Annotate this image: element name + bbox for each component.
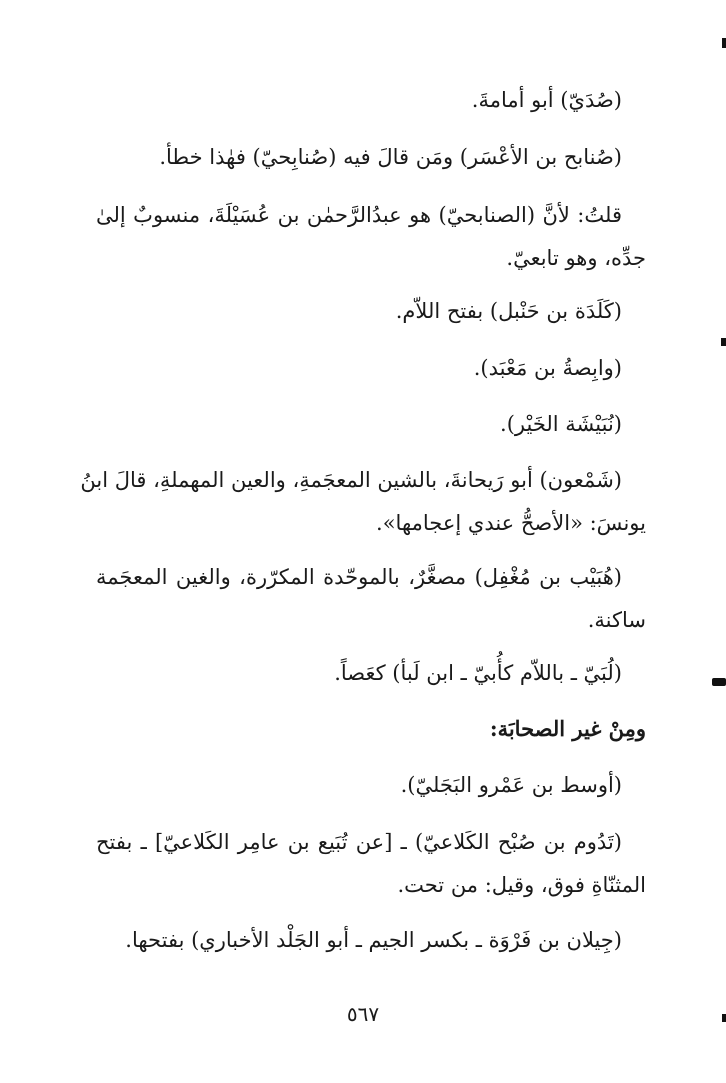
margin-mark	[722, 1014, 726, 1022]
margin-mark	[721, 338, 726, 346]
text-line: (هُبَيْب بن مُغْفِل) مصغَّرٌ، بالموحّدة المكرّرة، والغين المعجَمة	[96, 565, 622, 589]
margin-mark	[722, 38, 726, 48]
text-line: قلتُ: لأنَّ (الصنابحيّ) هو عبدُالرَّحمٰن بن عُسَيْلَةَ، منسوبٌ إلىٰ	[96, 203, 622, 227]
text-line: جدِّه، وهو تابعيّ.	[506, 246, 646, 270]
text-line: (صُدَيّ) أبو أمامةَ.	[471, 88, 622, 112]
text-line: (أوسط بن عَمْرو البَجَليّ).	[400, 773, 622, 797]
text-line: ساكنة.	[587, 608, 646, 632]
text-line: (جِيلان بن فَرْوَة ـ بكسر الجيم ـ أبو الجَلْد الأخباري) بفتحها.	[125, 928, 622, 952]
text-line: (شَمْعون) أبو رَيحانةَ، بالشين المعجَمةِ، والعين المهملةِ، قالَ ابنُ	[80, 468, 622, 492]
text-line: (تَدُوم بن صُبْح الكَلاعيّ) ـ [عن تُبَيع بن عامِر الكَلاعيّ] ـ بفتح	[96, 830, 622, 854]
margin-mark	[712, 678, 726, 686]
page-number: ٥٦٧	[346, 1002, 380, 1026]
text-line: (نُبَيْشَة الخَيْر).	[500, 412, 622, 436]
text-line: المثنّاةِ فوق، وقيل: من تحت.	[397, 873, 646, 897]
text-line: (صُنابح بن الأعْسَر) ومَن قالَ فيه (صُنابِحيّ) فهٰذا خطأ.	[159, 145, 622, 169]
text-line: (وابِصةُ بن مَعْبَد).	[473, 356, 622, 380]
text-line: (كَلَدَة بن حَنْبل) بفتح اللاّم.	[395, 299, 622, 323]
section-heading: ومِنْ غير الصحابَة:	[489, 716, 646, 741]
text-line: (لُبَيّ ـ باللاّم كأُبيّ ـ ابن لَبأ) كعَصاً.	[334, 661, 622, 685]
text-line: يونسَ: «الأصحُّ عندي إعجامها».	[376, 511, 646, 535]
